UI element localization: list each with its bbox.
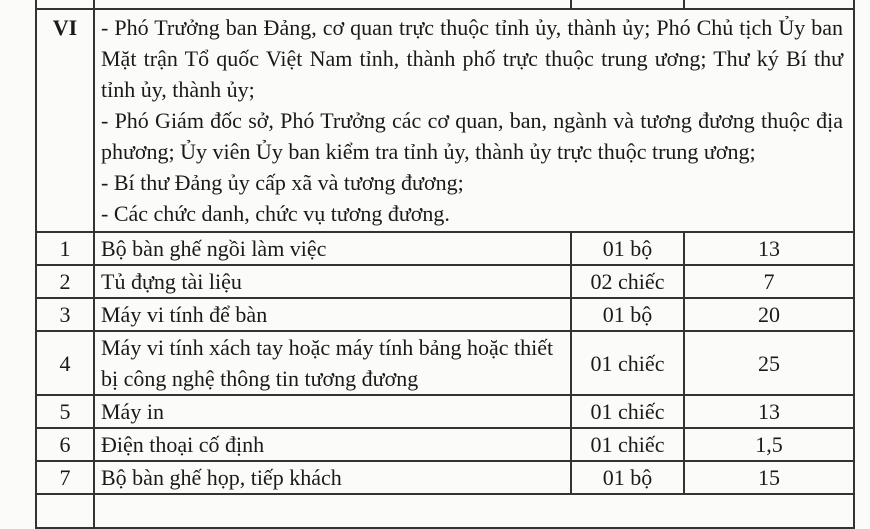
table-row xyxy=(36,428,854,461)
description-line: - Phó Giám đốc sở, Phó Trưởng các cơ quan, ban, ngành và tương đương thuộc địa phương; Ủy viên Ủy ban kiểm tra tỉnh ủy, thành ủy trực thuộc trung ương; xyxy=(101,108,843,164)
price-value: 15 xyxy=(684,461,854,494)
section-description xyxy=(94,9,854,232)
table-row xyxy=(36,232,854,265)
quantity: 01 bộ xyxy=(571,461,684,494)
description-line: - Các chức danh, chức vụ tương đương. xyxy=(101,201,450,226)
item-name: Tủ đựng tài liệu xyxy=(94,265,571,298)
row-number: 3 xyxy=(36,298,94,331)
row-number: 1 xyxy=(36,232,94,265)
equipment-standards-table xyxy=(35,0,855,529)
price-value: 25 xyxy=(684,331,854,395)
quantity: 02 chiếc xyxy=(571,265,684,298)
next-row-cut xyxy=(36,494,854,528)
item-name: Máy in xyxy=(94,395,571,428)
table-row xyxy=(36,331,854,395)
quantity: 01 chiếc xyxy=(571,331,684,395)
item-name: Điện thoại cố định xyxy=(94,428,571,461)
quantity: 01 chiếc xyxy=(571,395,684,428)
price-value: 20 xyxy=(684,298,854,331)
quantity: 01 chiếc xyxy=(571,428,684,461)
row-number: 6 xyxy=(36,428,94,461)
item-name: Máy vi tính để bàn xyxy=(94,298,571,331)
item-name: Máy vi tính xách tay hoặc máy tính bảng hoặc thiết bị công nghệ thông tin tương đương xyxy=(94,331,571,395)
description-line: - Phó Trưởng ban Đảng, cơ quan trực thuộc tỉnh ủy, thành ủy; Phó Chủ tịch Ủy ban Mặt trận Tổ quốc Việt Nam tỉnh, thành phố trực thuộc trung ương; Thư ký Bí thư tỉnh ủy, thành ủy; xyxy=(101,15,843,102)
previous-row-cut xyxy=(36,0,854,9)
price-value: 1,5 xyxy=(684,428,854,461)
quantity: 01 bộ xyxy=(571,232,684,265)
section-number: VI xyxy=(36,9,94,232)
row-number: 5 xyxy=(36,395,94,428)
quantity: 01 bộ xyxy=(571,298,684,331)
row-number: 7 xyxy=(36,461,94,494)
table-row xyxy=(36,265,854,298)
table-row xyxy=(36,298,854,331)
table-row xyxy=(36,395,854,428)
table-row xyxy=(36,461,854,494)
item-name: Bộ bàn ghế ngồi làm việc xyxy=(94,232,571,265)
price-value: 13 xyxy=(684,232,854,265)
description-line: - Bí thư Đảng ủy cấp xã và tương đương; xyxy=(101,170,464,195)
section-row xyxy=(36,9,854,232)
price-value: 7 xyxy=(684,265,854,298)
row-number: 2 xyxy=(36,265,94,298)
item-name: Bộ bàn ghế họp, tiếp khách xyxy=(94,461,571,494)
price-value: 13 xyxy=(684,395,854,428)
row-number: 4 xyxy=(36,331,94,395)
